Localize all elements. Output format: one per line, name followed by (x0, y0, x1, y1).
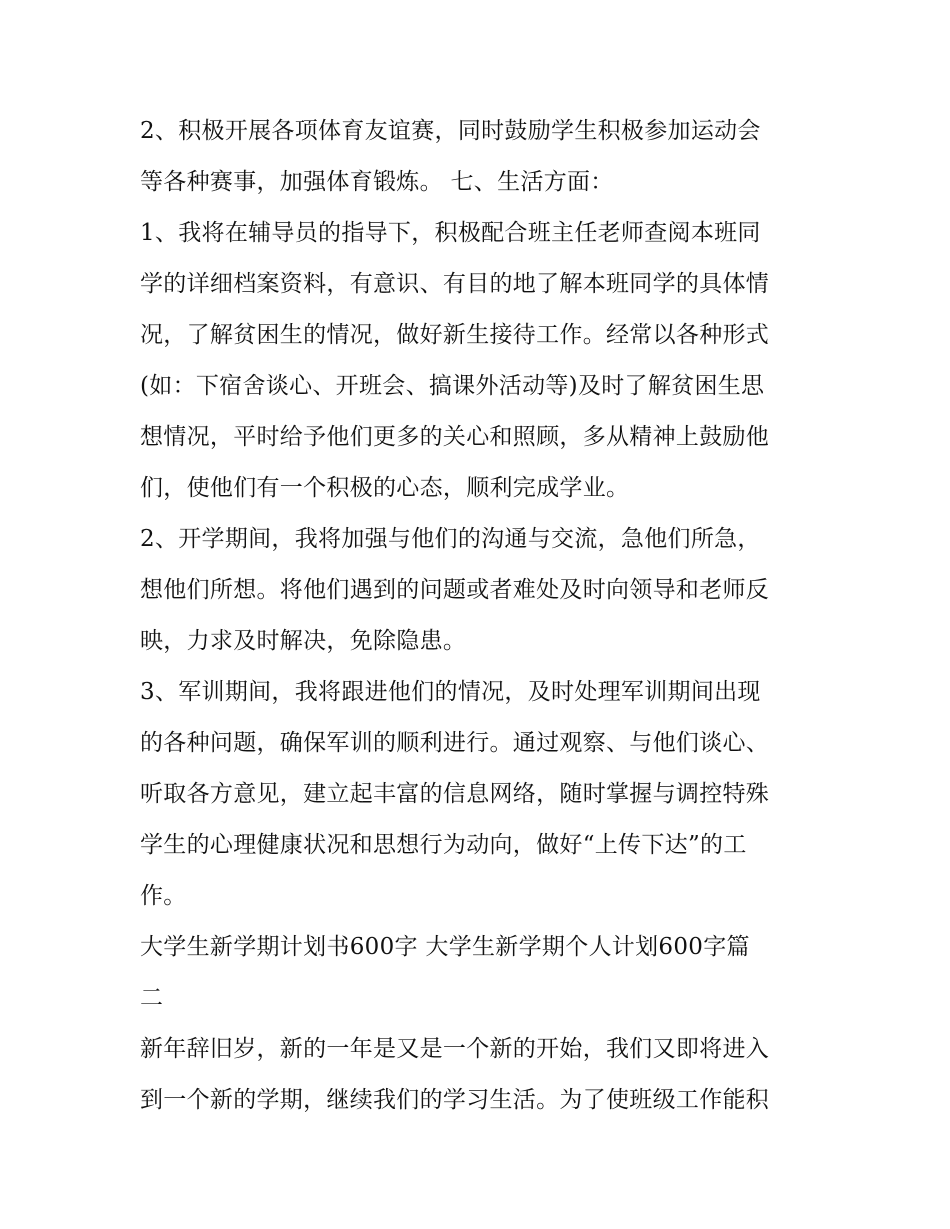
text-line: 想情况，平时给予他们更多的关心和照顾，多从精神上鼓励他 (140, 424, 770, 450)
text-line: 况，了解贫困生的情况，做好新生接待工作。经常以各种形式 (140, 322, 770, 348)
text-line: 3、军训期间，我将跟进他们的情况，及时处理军训期间出现 (140, 679, 761, 705)
text-line: 到一个新的学期，继续我们的学习生活。为了使班级工作能积 (140, 1087, 770, 1113)
text-line: 映，力求及时解决，免除隐患。 (140, 628, 467, 654)
text-line: 2、开学期间，我将加强与他们的沟通与交流，急他们所急， (140, 526, 761, 552)
section-heading-line: 大学生新学期计划书600字 大学生新学期个人计划600字篇 (140, 934, 750, 960)
text-line: 的各种问题，确保军训的顺利进行。通过观察、与他们谈心、 (140, 730, 770, 756)
text-line: 们，使他们有一个积极的心态，顺利完成学业。 (140, 475, 630, 501)
text-line: 新年辞旧岁，新的一年是又是一个新的开始，我们又即将进入 (140, 1036, 770, 1062)
section-heading-line: 二 (140, 985, 164, 1011)
text-line: 想他们所想。将他们遇到的问题或者难处及时向领导和老师反 (140, 577, 770, 603)
text-line: 学生的心理健康状况和思想行为动向，做好“上传下达”的工 (140, 832, 747, 858)
text-line: (如：下宿舍谈心、开班会、搞课外活动等)及时了解贫困生思 (140, 373, 765, 399)
text-line: 作。 (140, 883, 187, 909)
text-line: 1、我将在辅导员的指导下，积极配合班主任老师查阅本班同 (140, 220, 761, 246)
document-body (140, 106, 820, 1126)
text-line: 2、积极开展各项体育友谊赛，同时鼓励学生积极参加运动会 (140, 118, 761, 144)
text-line: 听取各方意见，建立起丰富的信息网络，随时掌握与调控特殊 (140, 781, 770, 807)
text-line: 学的详细档案资料，有意识、有目的地了解本班同学的具体情 (140, 271, 770, 297)
text-line: 等各种赛事，加强体育锻炼。 七、生活方面： (140, 169, 614, 195)
